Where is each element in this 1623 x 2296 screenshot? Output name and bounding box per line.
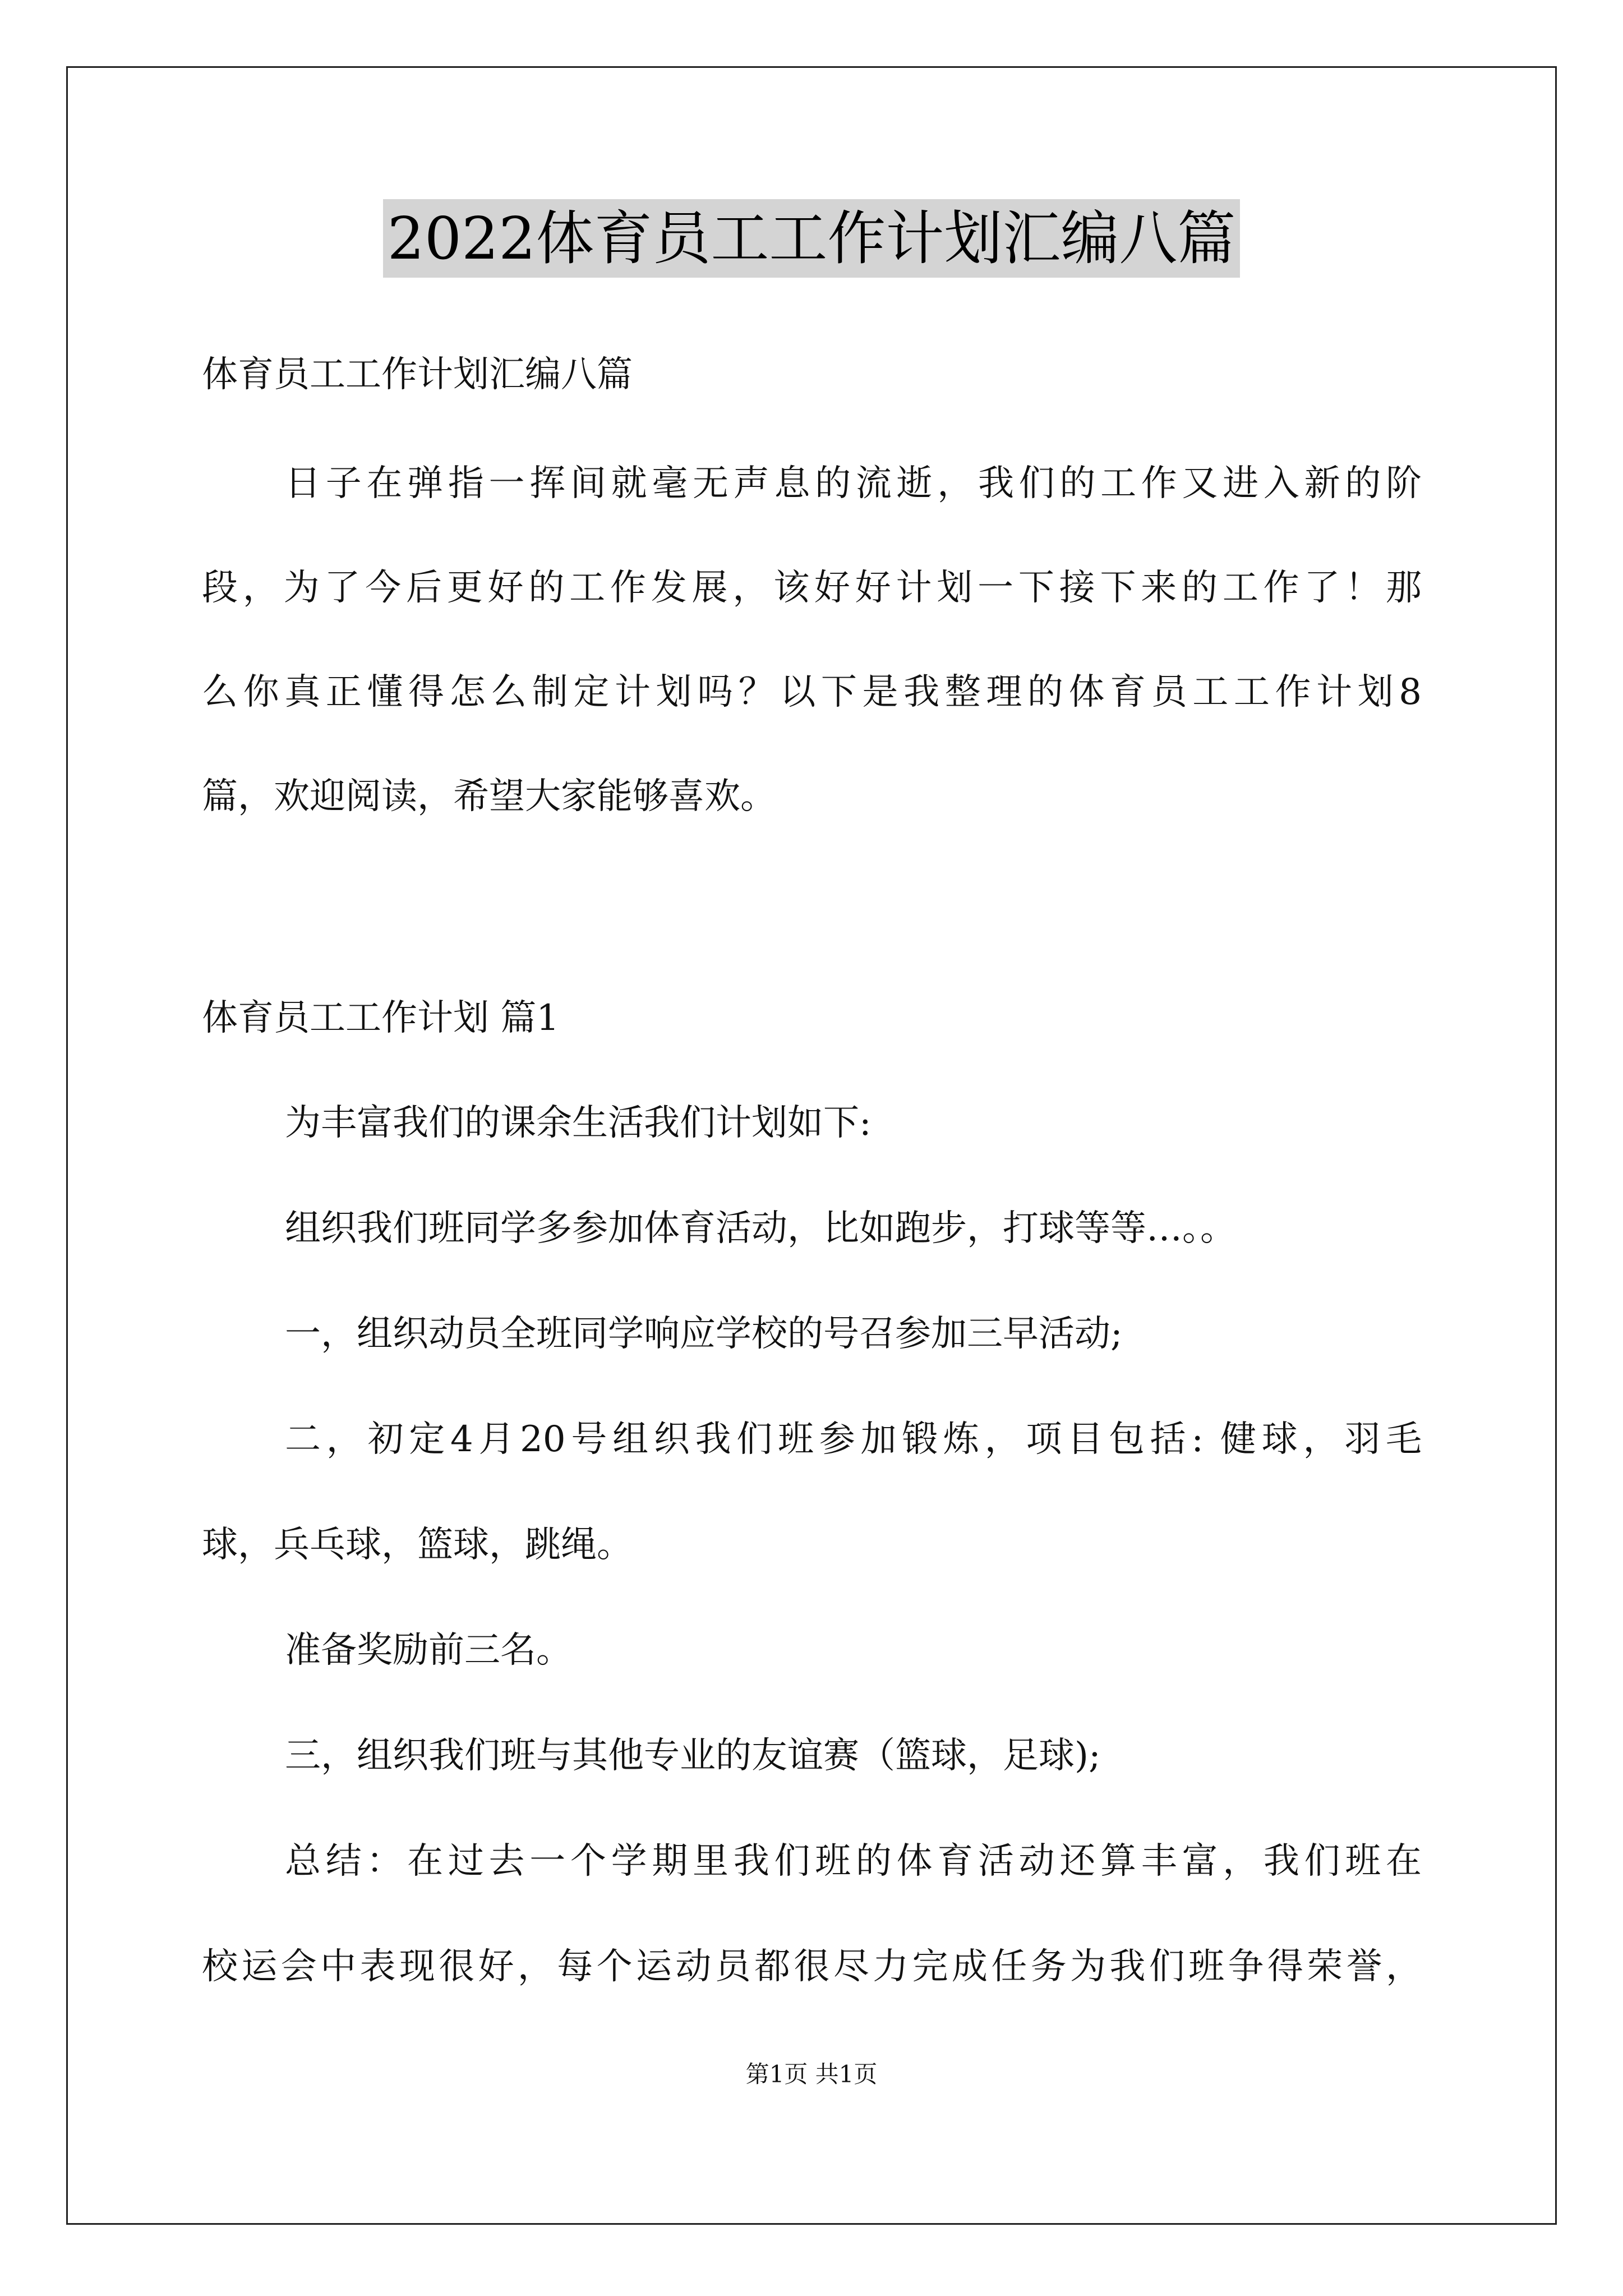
body-line-3: 一，组织动员全班同学响应学校的号召参加三早活动;: [285, 1313, 1123, 1355]
body-line-9: 校运会中表现很好，每个运动员都很尽力完成任务为我们班争得荣誉，: [202, 1946, 1422, 1987]
document-title: 2022体育员工工作计划汇编八篇: [383, 199, 1241, 278]
intro-line-2: 段，为了今后更好的工作发展，该好好计划一下接下来的工作了！那: [202, 567, 1422, 609]
body-line-8: 总结：在过去一个学期里我们班的体育活动还算丰富，我们班在: [285, 1841, 1422, 1882]
section-heading: 体育员工工作计划 篇1: [202, 997, 560, 1039]
body-line-5: 球，兵乓球，篮球，跳绳。: [202, 1524, 633, 1566]
body-line-1: 为丰富我们的课余生活我们计划如下:: [285, 1102, 872, 1144]
body-line-7: 三，组织我们班与其他专业的友谊赛（篮球，足球);: [285, 1735, 1101, 1777]
page-footer: 第1页 共1页: [745, 2060, 878, 2088]
title-container: [0, 199, 1623, 278]
body-line-6: 准备奖励前三名。: [285, 1630, 572, 1671]
document-subtitle: 体育员工工作计划汇编八篇: [202, 354, 633, 395]
body-line-2: 组织我们班同学多参加体育活动，比如跑步，打球等等…。。: [285, 1208, 1236, 1249]
intro-line-3: 么你真正懂得怎么制定计划吗？以下是我整理的体育员工工作计划8: [202, 671, 1422, 713]
intro-line-1: 日子在弹指一挥间就毫无声息的流逝，我们的工作又进入新的阶: [285, 463, 1422, 504]
intro-line-4: 篇，欢迎阅读，希望大家能够喜欢。: [202, 776, 776, 817]
body-line-4: 二，初定4月20号组织我们班参加锻炼，项目包括: 健球，羽毛: [285, 1419, 1422, 1460]
